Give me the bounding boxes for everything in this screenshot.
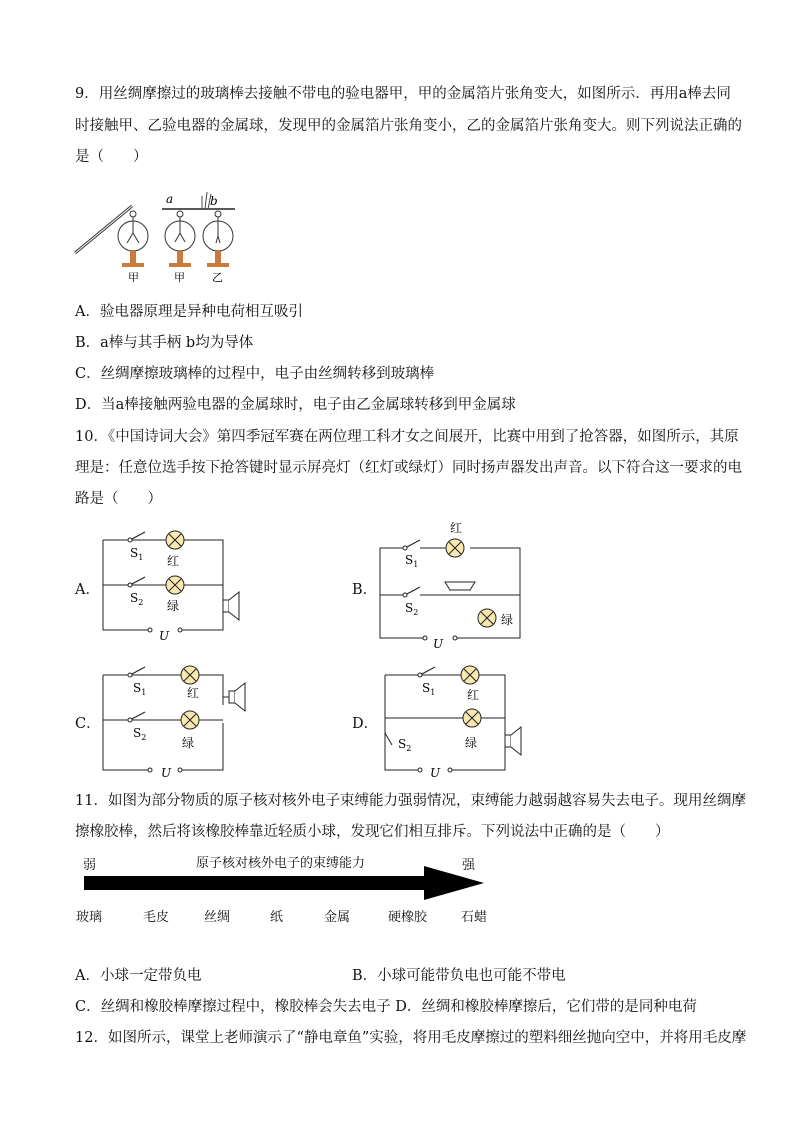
circuit-a [95,520,255,645]
q11-option-b: B．小球可能带负电也可能不带电 [352,968,566,984]
material-5: 金属 [324,909,351,924]
q9-option-b: B．a棒与其手柄 b均为导体 [75,335,254,351]
svg-text:绿: 绿 [501,613,514,627]
material-2: 毛皮 [143,909,170,924]
q10-line-3: 路是（ ） [75,491,162,507]
q9-option-a: A．验电器原理是异种电荷相互吸引 [75,304,303,320]
circuit-d-label: D． [352,716,379,732]
label-b: b [210,194,218,208]
svg-text:绿: 绿 [465,736,478,750]
svg-text:红: 红 [467,688,480,702]
svg-text:S2: $S_2$ [130,591,144,607]
electroscope-figure [70,178,250,283]
svg-text:绿: 绿 [182,736,195,750]
material-3: 丝绸 [204,909,231,924]
svg-text:绿: 绿 [167,599,180,613]
label-yi: 乙 [212,271,223,283]
circuit-b-label: B． [352,582,378,598]
arrow-weak-label: 弱 [83,857,97,872]
svg-text:U: U [159,629,170,643]
material-4: 纸 [270,909,284,924]
arrow-title: 原子核对核外电子的束缚能力 [196,855,366,870]
binding-arrow [84,864,488,904]
circuit-c [95,655,255,780]
q10-line-2: 理是：任意位选手按下抢答键时显示屏亮灯（红灯或绿灯）同时扬声器发出声音。以下符合这一要求的电 [75,460,742,476]
arrow-strong-label: 强 [462,857,476,872]
svg-text:U: U [433,637,444,650]
material-7: 石蜡 [461,909,488,924]
svg-text:U: U [161,766,172,780]
svg-text:红: 红 [187,686,200,700]
q9-line-2: 时接触甲、乙验电器的金属球，发现甲的金属箔片张角变小，乙的金属箔片张角变大。则下列说法正确的 [75,118,742,134]
q11-line-1: 11．如图为部分物质的原子核对核外电子束缚能力强弱情况，束缚能力越弱越容易失去电子。现用丝绸摩 [75,793,746,809]
svg-text:S1: $S_1$ [422,681,436,697]
q9-line-3: 是（ ） [75,149,148,165]
material-1: 玻璃 [76,909,103,924]
q11-option-a: A．小球一定带负电 [75,968,202,984]
svg-text:红: 红 [450,521,463,535]
q9-line-1: 9．用丝绸摩擦过的玻璃棒去接触不带电的验电器甲，甲的金属箔片张角变大，如图所示．再用a棒去同 [75,86,731,102]
svg-text:红: 红 [167,554,180,568]
circuit-d [380,655,540,780]
circuit-c-label: C． [75,716,101,732]
svg-text:U: U [430,766,441,780]
q10-line-1: 10．《中国诗词大会》第四季冠军赛在两位理工科才女之间展开，比赛中用到了抢答器，如图所示，其原 [75,429,739,445]
q9-option-d: D．当a棒接触两验电器的金属球时，电子由乙金属球转移到甲金属球 [75,397,516,413]
circuit-a-label: A． [75,582,100,598]
svg-text:S1: $S_1$ [130,546,144,562]
svg-text:S1: $S_1$ [405,553,419,569]
label-jia-1: 甲 [128,271,139,283]
svg-text:S2: $S_2$ [398,737,412,753]
circuit-b [375,520,535,650]
q11-line-2: 擦橡胶棒，然后将该橡胶棒靠近轻质小球，发现它们相互排斥。下列说法中正确的是（ ） [75,824,670,840]
label-jia-2: 甲 [174,271,185,283]
svg-text:S1: $S_1$ [133,681,147,697]
label-a: a [166,192,174,206]
svg-text:S2: $S_2$ [133,726,147,742]
q9-option-c: C．丝绸摩擦玻璃棒的过程中，电子由丝绸转移到玻璃棒 [75,366,435,382]
material-6: 硬橡胶 [388,909,428,924]
q12-line-1: 12．如图所示，课堂上老师演示了“静电章鱼”实验，将用毛皮摩擦过的塑料细丝抛向空中，并将用毛皮摩 [75,1030,747,1046]
q11-option-cd: C．丝绸和橡胶棒摩擦过程中，橡胶棒会失去电子 D．丝绸和橡胶棒摩擦后，它们带的是同种电荷 [75,999,697,1015]
svg-text:S2: $S_2$ [405,601,419,617]
